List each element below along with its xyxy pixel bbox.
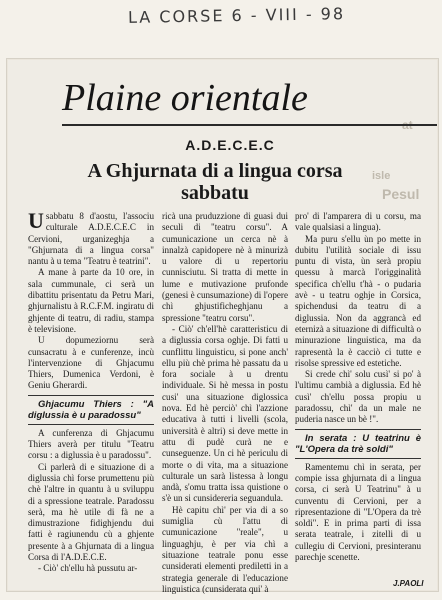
section-headline: Plaine orientale [62,77,308,119]
headline-rule [62,124,437,126]
drop-cap: U [28,208,44,233]
paragraph: pro' di l'amparera di u corsu, ma vale qualsiasi a lingua). [295,211,421,233]
divider [28,395,154,396]
divider [28,424,154,425]
article-column-1 [28,208,154,575]
background-fragment: Pesul [382,186,420,202]
handwritten-annotation: LA CORSE 6 - VIII - 98 [127,4,346,27]
paragraph: - Ciò' ch'ell'hè caratteristicu di a diglussia corsa oghje. Di fatti u cunflittu linguisticu, si pone anch' ellu più chè prima hè passatu da u fora sociale à u drentu individuale. Si hè messa in postu cusi' una situazione diglossica nova. Ed hè perciò' chì l'azzione educativa à tutti i livelli (scola, università è altri) si deve mette in attu di pudè curà ne e cunseguenze. Un ci hè periculu di morte o di vita, ma a situazione culturale un sarà listessa à longu andà, s'omu tratta issa quistione o s'è un si cunsidereria seguandula. [162,323,288,504]
organization-name: A.D.E.C.E.C [185,137,275,153]
author-signature: J.PAOLI [393,579,424,588]
article-title: A Ghjurnata di a lingua corsa sabbatu [87,160,343,204]
paragraph: Ci parlerà di e situazione di a diglussia chì forse prumettenu più chè l'altre in quantu à u sviluppu di a spressione teatrale. Paradossu serà, ma hè utile di fà ne a dimustrazione fidighjendu dui fatti è ragiunendu cù a ghjente presente à a Ghjurnata di a lingua Corsa di l'A.D.E.C.E. [28,461,154,563]
divider [295,458,421,459]
background-fragment: isle [372,170,391,182]
article-column-3 [295,211,421,563]
paragraph: Usabbatu 8 d'aostu, l'associu culturale A.D.E.C.E.C in Cervioni, urganizeghja a "Ghjurnata di a lingua corsa" nantu à u tema "Teatru è teatrini". [28,208,154,267]
paragraph: Si crede chì' solu cusì' si po' à l'ultimu cambià a diglussia. Ed hè cusì' ch'ellu possa propiu u paradossu, chì' da un male ne puderia nasce un bè !". [295,369,421,425]
paragraph: Hè capitu chì' per via di a so sumiglia cù l'attu di cumunicazione "reale", u linguaghju, è per via chì a situazione teatrale ponu esse cunsiderati elementi prediletti in a strategia generale di l'educazione linguistica (cunsiderata qui' à [162,504,288,594]
article-column-2 [162,211,288,595]
paragraph: Ma puru s'ellu ùn po mette in dubitu l'utilità sociale di issu puntu di vista, ùn serà propiu quessu à marcà l'origginalità specifica ch'ellu t'hà - o pudaria avè - u teatru oghje in Corsica, spichendusi da teatru di a diglussia. Non da aggrancà ed eternizà a situazione di difficultà o minurazione linguistica, ma da rapresentà la è cacciò ci tutte e risolse spressive ed estetiche. [295,233,421,368]
paragraph: A mane à parte da 10 ore, in sala cummunale, ci serà un dibattitu prisentatu da Petru Mari, ghjurnalistu à R.C.F.M. ingiratu di ghjente di teatru, di radiu, stampa è televisione. [28,267,154,334]
paragraph: Ramentemu chì in serata, per compie issa ghjurnata di a lingua corsa, ci serà U Teatrinu" à u cunventu di Cervioni, per a ripresentazione di "L'Opera da trè soldi". E in prima parti di issa serata teatrale, i zitelli di u cullegiu di Cervioni, presinteranu parechje scenette. [295,461,421,563]
paragraph: U dopumeziornu serà cunsacratu à e cunferenze, incù l'intervenzione di Ghjacumu Thiers, Dumenica Verdoni, è Geniu Gherardi. [28,335,154,391]
subheading: Ghjacumu Thiers : "A diglussia è u paradossu" [28,398,154,421]
divider [295,429,421,430]
paragraph: ricà una pruduzzione di guasi dui seculi di "teatru corsu". A cumunicazione un cerca nè à innalzà capidopere nè à minurizà u valore di u repertoriu cunnisciutu. Si tratta di mette in lume e mutivazione prufonde (genesi è cunsumazione) di l'opere chì ghjustificheghjanu a spressione "teatru corsu". [162,211,288,323]
subheading: In serata : U teatrinu è "L'Opera da trè soldi" [295,432,421,455]
paragraph: A cunferenza di Ghjacumu Thiers averà per titulu "Teatru corsu : a diglussia è u paradossu". [28,427,154,461]
paragraph: - Ciò' ch'ellu hà pussutu ar- [38,563,138,574]
